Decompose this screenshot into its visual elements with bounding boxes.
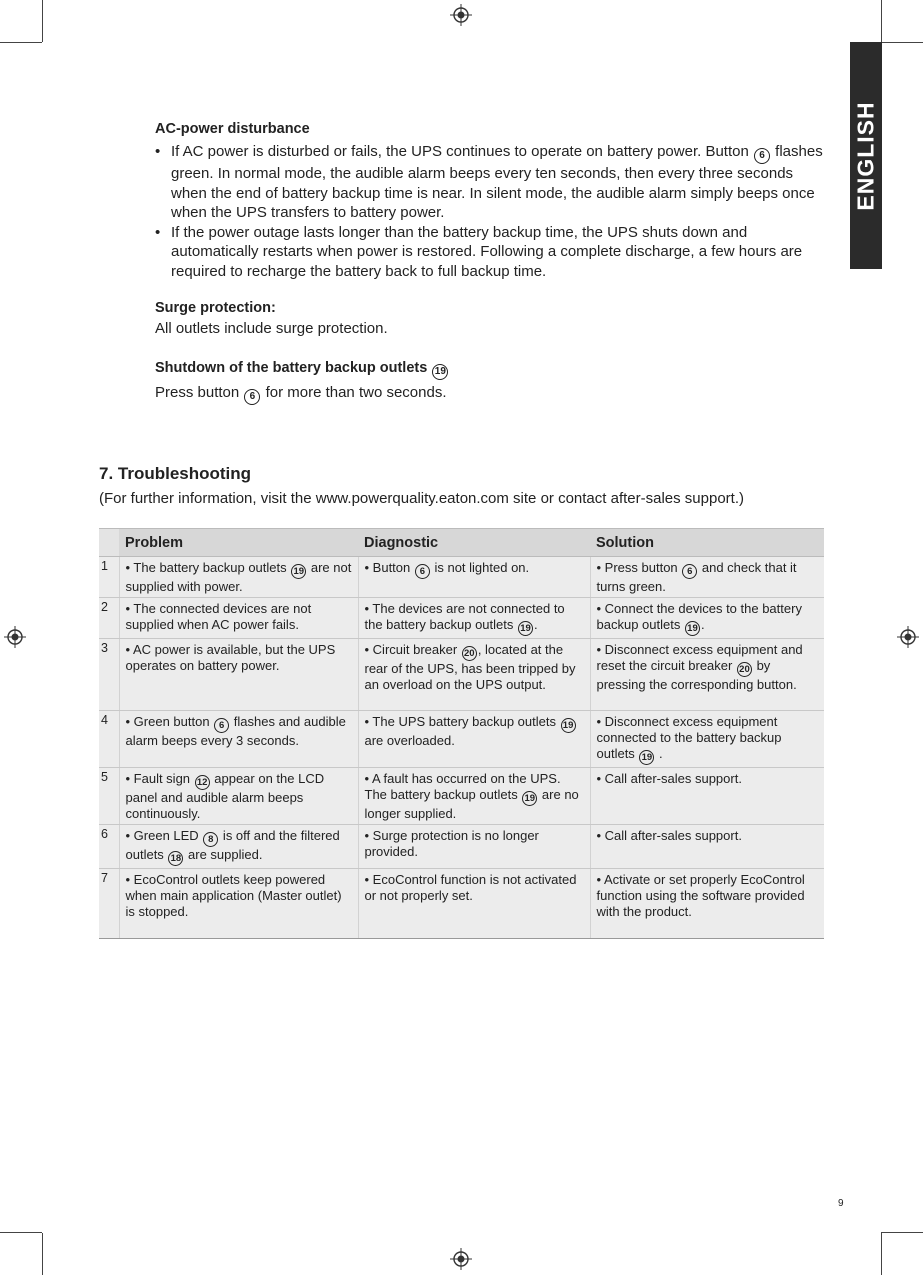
crop-mark	[42, 0, 43, 42]
ref-number-badge: 12	[195, 775, 210, 790]
diagnostic-text: are no longer supplied.	[364, 787, 579, 821]
solution-text: • Call after-sales support.	[596, 828, 742, 843]
ac-power-bullet-1	[155, 142, 823, 223]
ref-number-badge: 6	[244, 389, 260, 405]
shutdown-text	[155, 383, 823, 405]
troubleshooting-table-body	[99, 557, 824, 939]
diagnostic-text: • A fault has occurred on the UPS. The battery backup outlets	[364, 771, 561, 802]
problem-text: • EcoControl outlets keep powered when main application (Master outlet) is stopped.	[125, 872, 342, 919]
page-number: 9	[838, 1198, 844, 1209]
ac-power-title: AC-power disturbance	[155, 121, 310, 137]
solution-text: .	[655, 746, 663, 761]
diagnostic-text: • Button	[364, 560, 414, 575]
table-row	[99, 825, 824, 869]
diagnostic-text: , located at the rear of the UPS, has been tripped by an overload on the UPS output.	[364, 642, 576, 692]
solution-cell	[590, 598, 824, 639]
problem-cell	[119, 768, 358, 825]
ref-number-badge: 20	[462, 646, 477, 661]
shutdown-title	[155, 360, 823, 380]
diagnostic-text: • Surge protection is no longer provided.	[364, 828, 539, 859]
solution-text: • Disconnect excess equipment connected to the battery backup outlets	[596, 714, 782, 761]
header-num	[99, 529, 119, 557]
solution-cell	[590, 768, 824, 825]
ref-number-badge: 18	[168, 851, 183, 866]
solution-text: • Call after-sales support.	[596, 771, 742, 786]
troubleshooting-subtitle: (For further information, visit the www.powerquality.eaton.com site or contact after-sales support.)	[99, 490, 744, 507]
shutdown-section	[155, 360, 823, 405]
ref-number-badge: 6	[682, 564, 697, 579]
problem-text: • The connected devices are not supplied when AC power fails.	[125, 601, 312, 632]
shutdown-title-text: Shutdown of the battery backup outlets	[155, 360, 428, 376]
solution-text: .	[700, 617, 705, 632]
row-number: 2	[99, 598, 119, 639]
crop-mark	[881, 1232, 923, 1233]
problem-text: • Green LED	[125, 828, 203, 843]
diagnostic-text: .	[533, 617, 538, 632]
registration-mark-icon	[450, 1248, 472, 1270]
registration-mark-icon	[897, 626, 919, 648]
problem-cell	[119, 557, 358, 598]
diagnostic-cell	[358, 768, 590, 825]
solution-cell	[590, 869, 824, 939]
ref-number-badge: 19	[561, 718, 576, 733]
table-row	[99, 869, 824, 939]
solution-text: • Press button	[596, 560, 682, 575]
problem-text: are not supplied with power.	[125, 560, 352, 594]
diagnostic-cell	[358, 557, 590, 598]
problem-text: is off and the filtered outlets	[125, 828, 340, 862]
crop-mark	[0, 42, 42, 43]
problem-cell	[119, 869, 358, 939]
ref-number-badge: 19	[518, 621, 533, 636]
crop-mark	[42, 1233, 43, 1275]
solution-cell	[590, 557, 824, 598]
problem-text: • Fault sign	[125, 771, 194, 786]
diagnostic-text: • The UPS battery backup outlets	[364, 714, 560, 729]
problem-cell	[119, 825, 358, 869]
diagnostic-cell	[358, 711, 590, 768]
row-number: 6	[99, 825, 119, 869]
ac-power-bullet-2	[155, 223, 823, 282]
diagnostic-text: • EcoControl function is not activated or not properly set.	[364, 872, 577, 903]
surge-title: Surge protection:	[155, 300, 276, 316]
diagnostic-text: • The devices are not connected to the battery backup outlets	[364, 601, 565, 632]
ac-power-bullet-1-text-b: flashes green. In normal mode, the audible alarm beeps every ten seconds, then every three seconds when the end of battery backup time is near. In silent mode, the audible alarm simply beeps once when the UPS transfers to battery power.	[171, 143, 823, 221]
table-header-row	[99, 529, 824, 557]
ref-number-badge: 19	[685, 621, 700, 636]
shutdown-text-a: Press button	[155, 384, 240, 401]
surge-text: All outlets include surge protection.	[155, 320, 388, 337]
troubleshooting-table	[99, 528, 824, 939]
language-tab-label: ENGLISH	[852, 100, 879, 211]
solution-text: • Disconnect excess equipment and reset the circuit breaker	[596, 642, 803, 673]
row-number: 4	[99, 711, 119, 768]
ref-number-badge: 6	[415, 564, 430, 579]
header-diagnostic: Diagnostic	[358, 529, 590, 557]
ac-power-bullet-2-text: If the power outage lasts longer than the battery backup time, the UPS shuts down and automatically restarts when power is restored. Following a complete discharge, a few hours are required to recharge the battery back to full backup time.	[171, 223, 803, 280]
problem-cell	[119, 598, 358, 639]
language-tab	[850, 42, 882, 269]
registration-mark-icon	[4, 626, 26, 648]
problem-text: • Green button	[125, 714, 214, 729]
ref-number-badge: 20	[737, 662, 752, 677]
diagnostic-cell	[358, 598, 590, 639]
shutdown-text-b: for more than two seconds.	[265, 384, 447, 401]
row-number: 1	[99, 557, 119, 598]
crop-mark	[881, 1233, 882, 1275]
table-row	[99, 598, 824, 639]
table-row	[99, 768, 824, 825]
row-number: 5	[99, 768, 119, 825]
troubleshooting-title: 7. Troubleshooting	[99, 464, 252, 483]
table-row	[99, 557, 824, 598]
problem-cell	[119, 711, 358, 768]
problem-text: appear on the LCD panel and audible alarm beeps continuously.	[125, 771, 325, 821]
ref-number-badge: 19	[432, 364, 448, 380]
solution-cell	[590, 639, 824, 711]
diagnostic-cell	[358, 825, 590, 869]
ref-number-badge: 19	[639, 750, 654, 765]
solution-text: • Connect the devices to the battery backup outlets	[596, 601, 802, 632]
row-number: 3	[99, 639, 119, 711]
problem-text: are supplied.	[184, 847, 263, 862]
problem-cell	[119, 639, 358, 711]
table-row	[99, 639, 824, 711]
ref-number-badge: 8	[203, 832, 218, 847]
ref-number-badge: 19	[291, 564, 306, 579]
crop-mark	[881, 42, 923, 43]
diagnostic-text: • Circuit breaker	[364, 642, 461, 657]
solution-text: • Activate or set properly EcoControl function using the software provided with the product.	[596, 872, 805, 919]
table-row	[99, 711, 824, 768]
ac-power-section	[155, 121, 823, 281]
ac-power-list	[155, 142, 823, 281]
diagnostic-cell	[358, 869, 590, 939]
header-problem: Problem	[119, 529, 358, 557]
problem-text: • The battery backup outlets	[125, 560, 291, 575]
solution-text: and check that it turns green.	[596, 560, 797, 594]
ac-power-bullet-1-text-a: If AC power is disturbed or fails, the UPS continues to operate on battery power. Button	[171, 143, 749, 160]
header-solution: Solution	[590, 529, 824, 557]
solution-text: by pressing the corresponding button.	[596, 658, 797, 692]
diagnostic-cell	[358, 639, 590, 711]
row-number: 7	[99, 869, 119, 939]
diagnostic-text: is not lighted on.	[430, 560, 530, 575]
registration-mark-icon	[450, 4, 472, 26]
crop-mark	[881, 0, 882, 42]
ref-number-badge: 6	[214, 718, 229, 733]
diagnostic-text: are overloaded.	[364, 733, 455, 748]
solution-cell	[590, 711, 824, 768]
problem-text: • AC power is available, but the UPS operates on battery power.	[125, 642, 336, 673]
ref-number-badge: 19	[522, 791, 537, 806]
solution-cell	[590, 825, 824, 869]
crop-mark	[0, 1232, 42, 1233]
surge-section	[155, 300, 823, 339]
problem-text: flashes and audible alarm beeps every 3 seconds.	[125, 714, 346, 748]
ref-number-badge: 6	[754, 148, 770, 164]
